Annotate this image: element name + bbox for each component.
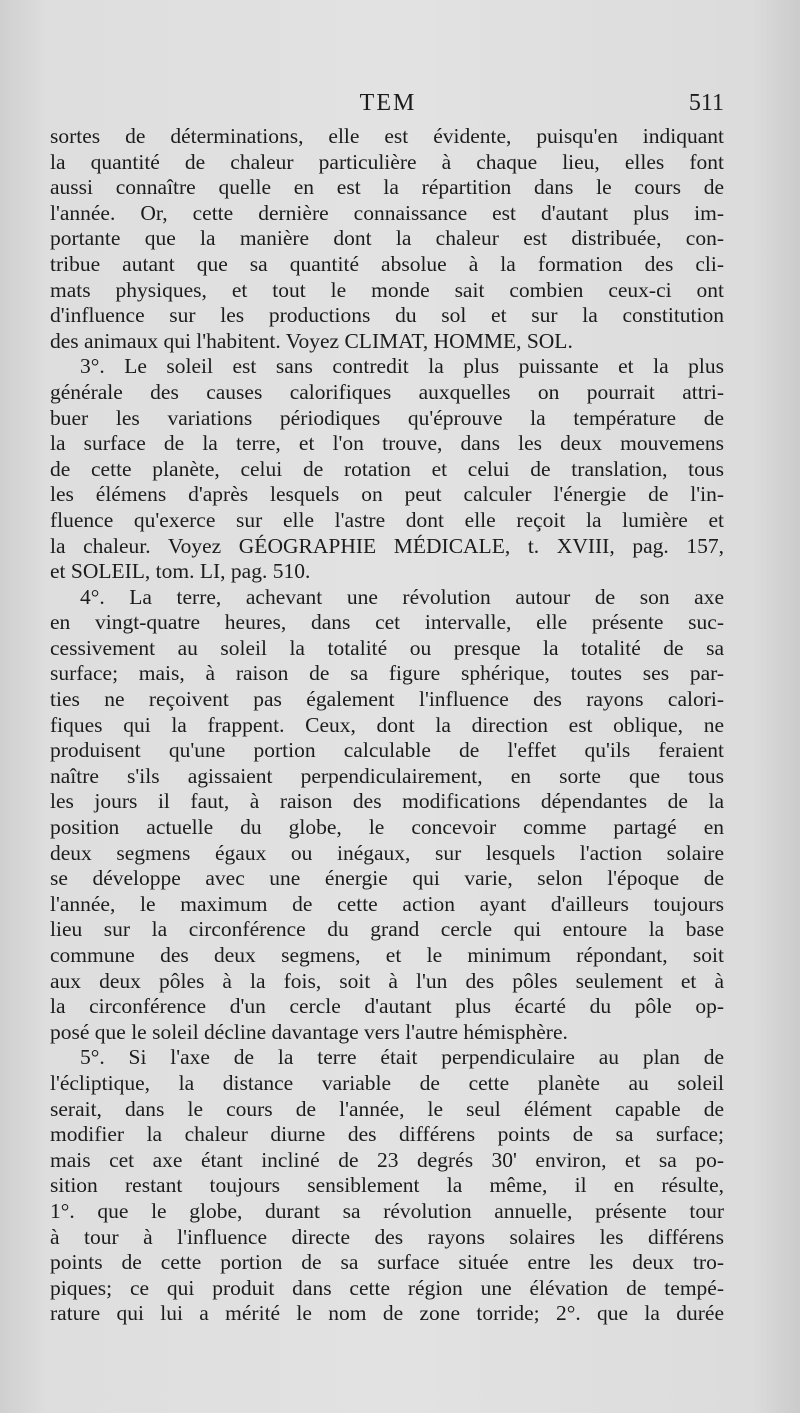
- text-line: tribue autant que sa quantité absolue à la formation des cli-: [50, 251, 724, 276]
- text-line: générale des causes calorifiques auxquelles on pourrait attri-: [50, 379, 724, 404]
- text-line: sortes de déterminations, elle est évidente, puisqu'en indiquant: [50, 124, 724, 148]
- text-line: commune des deux segmens, et le minimum répondant, soit: [50, 943, 724, 967]
- text-line: la chaleur. Voyez GÉOGRAPHIE MÉDICALE, t. XVIII, pag. 157,: [50, 533, 724, 558]
- text-line: ties ne reçoivent pas également l'influence des rayons calori-: [50, 687, 724, 712]
- text-line: posé que le soleil décline davantage vers l'autre hémisphère.: [50, 1019, 568, 1044]
- text-line: piques; ce qui produit dans cette région une élévation de tempé-: [50, 1275, 724, 1300]
- text-line: produisent qu'une portion calculable de l'effet qu'ils feraient: [50, 738, 724, 763]
- text-line: fluence qu'exerce sur elle l'astre dont elle reçoit la lumière et: [50, 507, 724, 532]
- text-line: la circonférence d'un cercle d'autant plus écarté du pôle op-: [50, 994, 724, 1019]
- paragraph-start-line: 4°. La terre, achevant une révolution autour de son axe: [80, 584, 724, 609]
- text-line: et SOLEIL, tom. LI, pag. 510.: [50, 559, 311, 584]
- text-line: les jours il faut, à raison des modifications dépendantes de la: [50, 789, 724, 814]
- text-line: en vingt-quatre heures, dans cet intervalle, elle présente suc-: [50, 610, 724, 635]
- text-line: serait, dans le cours de l'année, le seul élément capable de: [50, 1096, 724, 1121]
- text-line: la surface de la terre, et l'on trouve, dans les deux mouvemens: [50, 431, 724, 456]
- text-line: modifier la chaleur diurne des différens points de sa surface;: [50, 1122, 724, 1147]
- text-line: 1°. que le globe, durant sa révolution annuelle, présente tour: [50, 1198, 724, 1223]
- text-line: surface; mais, à raison de sa figure sphérique, toutes ses par-: [50, 661, 724, 686]
- text-line: à tour à l'influence directe des rayons solaires les différens: [50, 1224, 724, 1249]
- text-line: deux segmens égaux ou inégaux, sur lesquels l'action solaire: [50, 840, 724, 865]
- page-number: 511: [688, 90, 724, 116]
- text-line: aux deux pôles à la fois, soit à l'un des pôles seulement et à: [50, 968, 724, 993]
- text-line: sition restant toujours sensiblement la même, il en résulte,: [50, 1173, 724, 1198]
- text-line: l'année. Or, cette dernière connaissance est d'autant plus im-: [50, 200, 724, 225]
- text-line: rature qui lui a mérité le nom de zone torride; 2°. que la durée: [50, 1301, 724, 1326]
- text-line: se développe avec une énergie qui varie, selon l'époque de: [50, 866, 724, 891]
- paragraph-start-line: 5°. Si l'axe de la terre était perpendiculaire au plan de: [80, 1045, 724, 1070]
- text-line: naître s'ils agissaient perpendiculairement, en sorte que tous: [50, 763, 724, 788]
- text-line: buer les variations périodiques qu'éprouve la température de: [50, 405, 724, 430]
- text-line: de cette planète, celui de rotation et celui de translation, tous: [50, 456, 724, 481]
- text-line: cessivement au soleil la totalité ou presque la totalité de sa: [50, 635, 724, 660]
- text-line: l'année, le maximum de cette action ayant d'ailleurs toujours: [50, 891, 724, 916]
- text-line: aussi connaître quelle en est la répartition dans le cours de: [50, 175, 724, 200]
- text-line: la quantité de chaleur particulière à chaque lieu, elles font: [50, 149, 724, 174]
- paragraph-start-line: 3°. Le soleil est sans contredit la plus puissante et la plus: [80, 354, 724, 379]
- text-line: mais cet axe étant incliné de 23 degrés 30' environ, et sa po-: [50, 1147, 724, 1172]
- running-head: TEM: [359, 90, 417, 116]
- text-line: lieu sur la circonférence du grand cercle qui entoure la base: [50, 917, 724, 942]
- text-line: des animaux qui l'habitent. Voyez CLIMAT, HOMME, SOL.: [50, 328, 573, 353]
- text-line: position actuelle du globe, le concevoir comme partagé en: [50, 815, 724, 840]
- text-line: fiques qui la frappent. Ceux, dont la direction est oblique, ne: [50, 712, 724, 737]
- text-line: portante que la manière dont la chaleur est distribuée, con-: [50, 226, 724, 251]
- body-text: [50, 124, 724, 1327]
- text-line: mats physiques, et tout le monde sait combien ceux-ci ont: [50, 277, 724, 302]
- text-line: points de cette portion de sa surface située entre les deux tro-: [50, 1250, 724, 1275]
- text-line: les élémens d'après lesquels on peut calculer l'énergie de l'in-: [50, 482, 724, 507]
- text-line: d'influence sur les productions du sol et sur la constitution: [50, 303, 724, 328]
- page-header: [52, 90, 724, 120]
- text-line: l'écliptique, la distance variable de cette planète au soleil: [50, 1070, 724, 1095]
